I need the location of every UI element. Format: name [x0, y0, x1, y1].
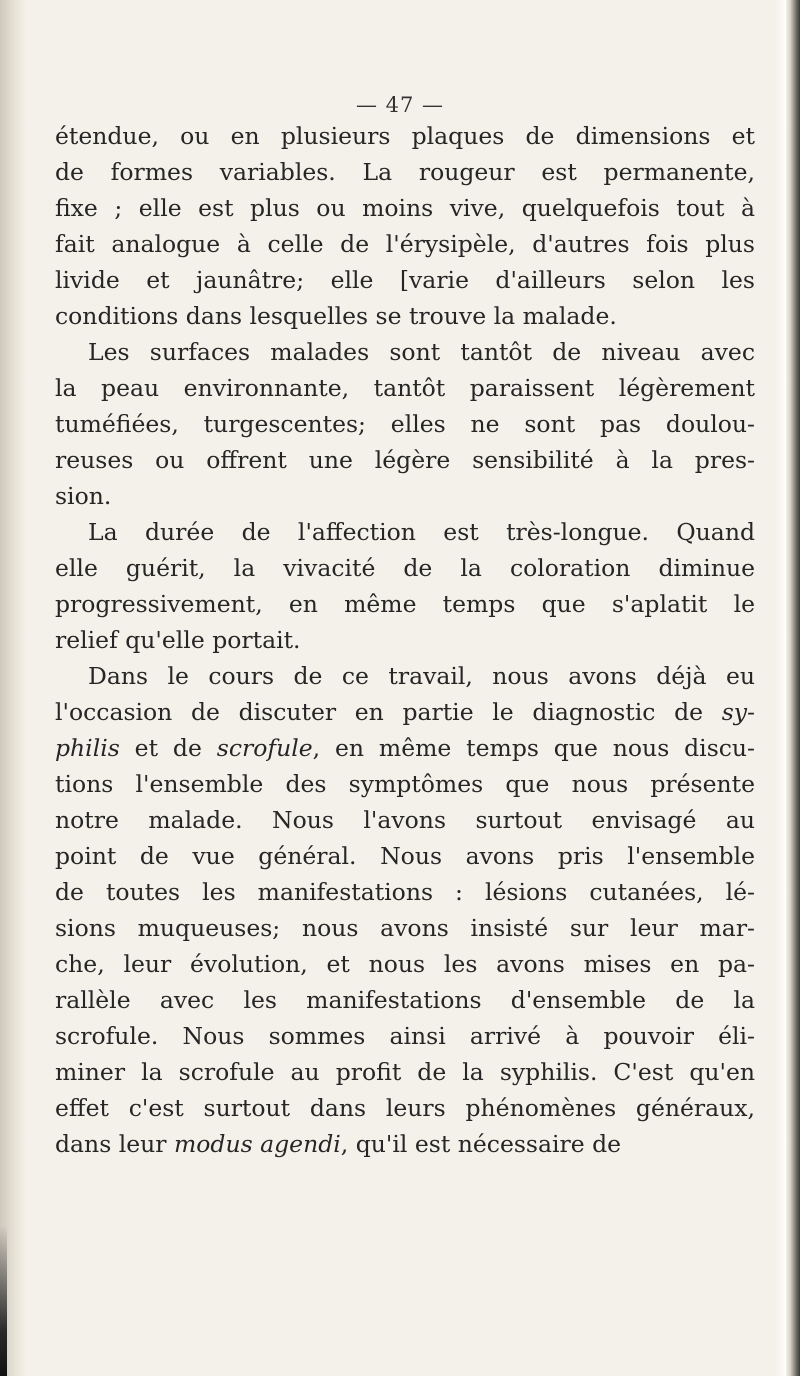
text-run: che, leur évolution, et nous les avons mises en pa- — [55, 950, 755, 978]
text-run: livide et jaunâtre; elle [varie d'ailleurs selon les — [55, 266, 755, 294]
text-run: elle guérit, la vivacité de la coloration diminue — [55, 554, 755, 582]
text-line — [55, 586, 755, 622]
page-edge-highlight — [776, 0, 786, 1376]
text-run: sion. — [55, 482, 112, 510]
text-line — [55, 1126, 755, 1162]
text-line — [55, 694, 755, 730]
text-line — [55, 550, 755, 586]
text-line — [55, 298, 755, 334]
text-run: notre malade. Nous l'avons surtout envisagé au — [55, 806, 755, 834]
text-run: miner la scrofule au profit de la syphilis. C'est qu'en — [55, 1058, 755, 1086]
text-line — [55, 514, 755, 550]
text-line — [55, 658, 755, 694]
text-line — [55, 262, 755, 298]
text-run: de toutes les manifestations : lésions cutanées, lé- — [55, 878, 755, 906]
text-run: la peau environnante, tantôt paraissent légèrement — [55, 374, 755, 402]
text-run: Les surfaces malades sont tantôt de niveau avec — [88, 338, 755, 366]
text-run: étendue, ou en plusieurs plaques de dimensions et — [55, 122, 755, 150]
text-run: tions l'ensemble des symptômes que nous présente — [55, 770, 755, 798]
text-run: progressivement, en même temps que s'aplatit le — [55, 590, 755, 618]
text-run: dans leur — [55, 1130, 174, 1158]
text-run: , qu'il est nécessaire de — [340, 1130, 622, 1158]
text-line — [55, 910, 755, 946]
text-run: Dans le cours de ce travail, nous avons déjà eu — [88, 662, 755, 690]
text-line — [55, 478, 755, 514]
text-line — [55, 154, 755, 190]
text-run: et de — [119, 734, 217, 762]
text-run: La durée de l'affection est très-longue. Quand — [88, 518, 755, 546]
text-run: conditions dans lesquelles se trouve la malade. — [55, 302, 617, 330]
text-run: fixe ; elle est plus ou moins vive, quelquefois tout à — [55, 194, 755, 222]
text-run: sions muqueuses; nous avons insisté sur leur mar- — [55, 914, 755, 942]
text-line — [55, 622, 755, 658]
text-line — [55, 1090, 755, 1126]
text-run: scrofule. Nous sommes ainsi arrivé à pouvoir éli- — [55, 1022, 755, 1050]
text-run: tuméfiées, turgescentes; elles ne sont pas doulou- — [55, 410, 755, 438]
italic-run: scrofule — [216, 734, 313, 762]
text-line — [55, 874, 755, 910]
italic-run: sy- — [721, 698, 755, 726]
text-line — [55, 370, 755, 406]
page-edge-shadow — [786, 0, 800, 1376]
text-run: l'occasion de discuter en partie le diagnostic de — [55, 698, 722, 726]
text-line — [55, 838, 755, 874]
italic-run: philis — [55, 734, 120, 762]
text-line — [55, 1018, 755, 1054]
text-line — [55, 190, 755, 226]
text-run: effet c'est surtout dans leurs phénomènes généraux, — [55, 1094, 755, 1122]
text-line — [55, 946, 755, 982]
text-run: de formes variables. La rougeur est permanente, — [55, 158, 755, 186]
scan-edge-mark — [0, 1225, 7, 1376]
text-line — [55, 226, 755, 262]
text-run: point de vue général. Nous avons pris l'ensemble — [55, 842, 755, 870]
text-line — [55, 118, 755, 154]
text-line — [55, 1054, 755, 1090]
text-line — [55, 802, 755, 838]
text-run: fait analogue à celle de l'érysipèle, d'autres fois plus — [55, 230, 755, 258]
text-run: , en même temps que nous discu- — [312, 734, 755, 762]
text-line — [55, 406, 755, 442]
text-line — [55, 766, 755, 802]
page-number: — 47 — — [355, 93, 445, 117]
binding-shadow — [0, 0, 26, 1376]
text-run: rallèle avec les manifestations d'ensemble de la — [55, 986, 755, 1014]
text-line — [55, 730, 755, 766]
body-text — [55, 118, 755, 1162]
text-run: relief qu'elle portait. — [55, 626, 301, 654]
text-run: reuses ou offrent une légère sensibilité à la pres- — [55, 446, 755, 474]
text-line — [55, 334, 755, 370]
italic-run: modus agendi — [173, 1130, 341, 1158]
text-line — [55, 982, 755, 1018]
text-line — [55, 442, 755, 478]
